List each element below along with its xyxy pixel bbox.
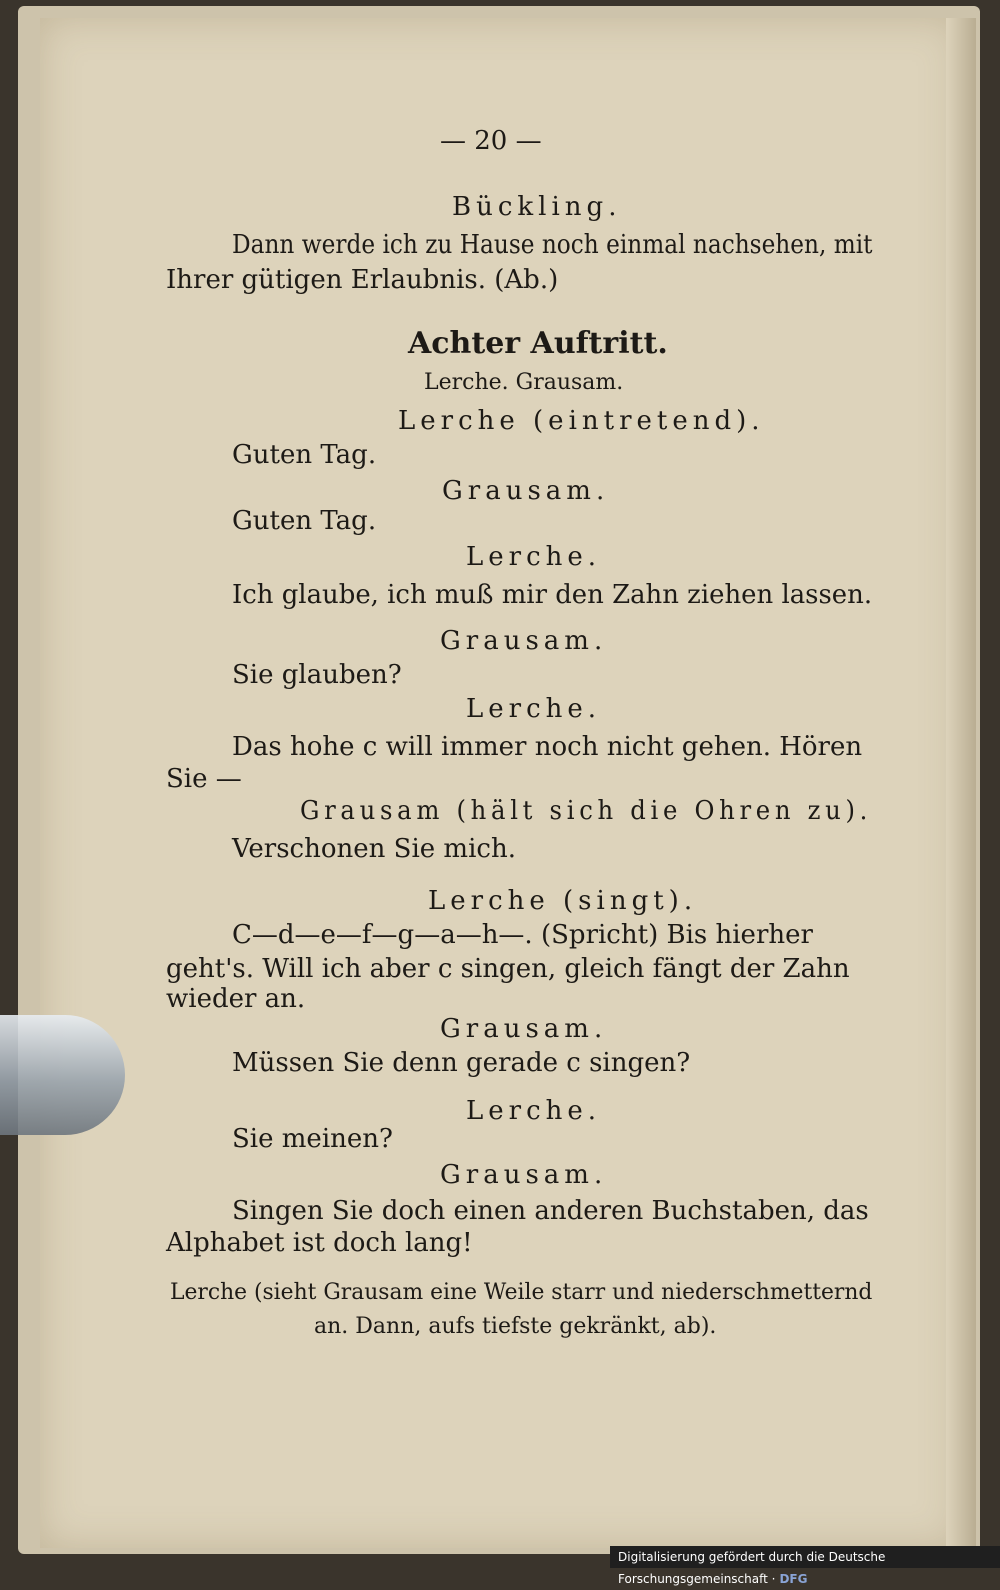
dfg-logo: DFG <box>779 1572 808 1586</box>
text-line: Verschonen Sie mich. <box>232 834 516 864</box>
text-line: Sie — <box>166 764 242 794</box>
scene-heading: Achter Auftritt. <box>408 326 668 361</box>
speaker-name: Grausam. <box>440 1014 608 1044</box>
scene-characters: Lerche. Grausam. <box>424 370 624 395</box>
speaker-name: Lerche. <box>466 542 602 572</box>
footer-banner <box>610 1546 1000 1586</box>
text-line: Guten Tag. <box>232 506 377 536</box>
speaker-name: Grausam. <box>440 626 608 656</box>
speaker-name: Lerche (eintretend). <box>398 406 765 436</box>
text-line: Guten Tag. <box>232 440 377 470</box>
text-line: Das hohe c will immer noch nicht gehen. Hören <box>232 732 863 762</box>
text-line: Singen Sie doch einen anderen Buchstaben, das <box>232 1196 869 1226</box>
speaker-name: Grausam. <box>442 476 610 506</box>
text-line: Alphabet ist doch lang! <box>166 1228 473 1258</box>
text-line: wieder an. <box>166 984 306 1014</box>
page-edge <box>946 18 976 1548</box>
footer-text: Digitalisierung gefördert durch die Deutsche Forschungsgemeinschaft · <box>618 1550 886 1586</box>
text-line: geht's. Will ich aber c singen, gleich fängt der Zahn <box>166 954 850 984</box>
stage-direction: an. Dann, aufs tiefste gekränkt, ab). <box>314 1314 717 1339</box>
text-line: Müssen Sie denn gerade c singen? <box>232 1048 691 1078</box>
text-line: Ihrer gütigen Erlaubnis. (Ab.) <box>166 265 559 295</box>
text-line: C—d—e—f—g—a—h—. (Spricht) Bis hierher <box>232 920 813 950</box>
speaker-name: Lerche. <box>466 1096 602 1126</box>
stage-direction: Grausam (hält sich die Ohren zu). <box>300 796 873 826</box>
page-number: — 20 — <box>440 126 542 156</box>
speaker-name: Lerche (singt). <box>428 886 698 916</box>
text-line: Ich glaube, ich muß mir den Zahn ziehen lassen. <box>232 580 873 610</box>
stage-direction: Lerche (sieht Grausam eine Weile starr und niederschmetternd <box>170 1280 873 1305</box>
speaker-name: Lerche. <box>466 694 602 724</box>
text-line: Sie glauben? <box>232 660 402 690</box>
speaker-name: Grausam. <box>440 1160 608 1190</box>
page-clip <box>0 1015 125 1135</box>
speaker-name: Bückling. <box>452 192 622 222</box>
text-line: Sie meinen? <box>232 1124 393 1154</box>
text-line: Dann werde ich zu Hause noch einmal nachsehen, mit <box>232 230 873 260</box>
